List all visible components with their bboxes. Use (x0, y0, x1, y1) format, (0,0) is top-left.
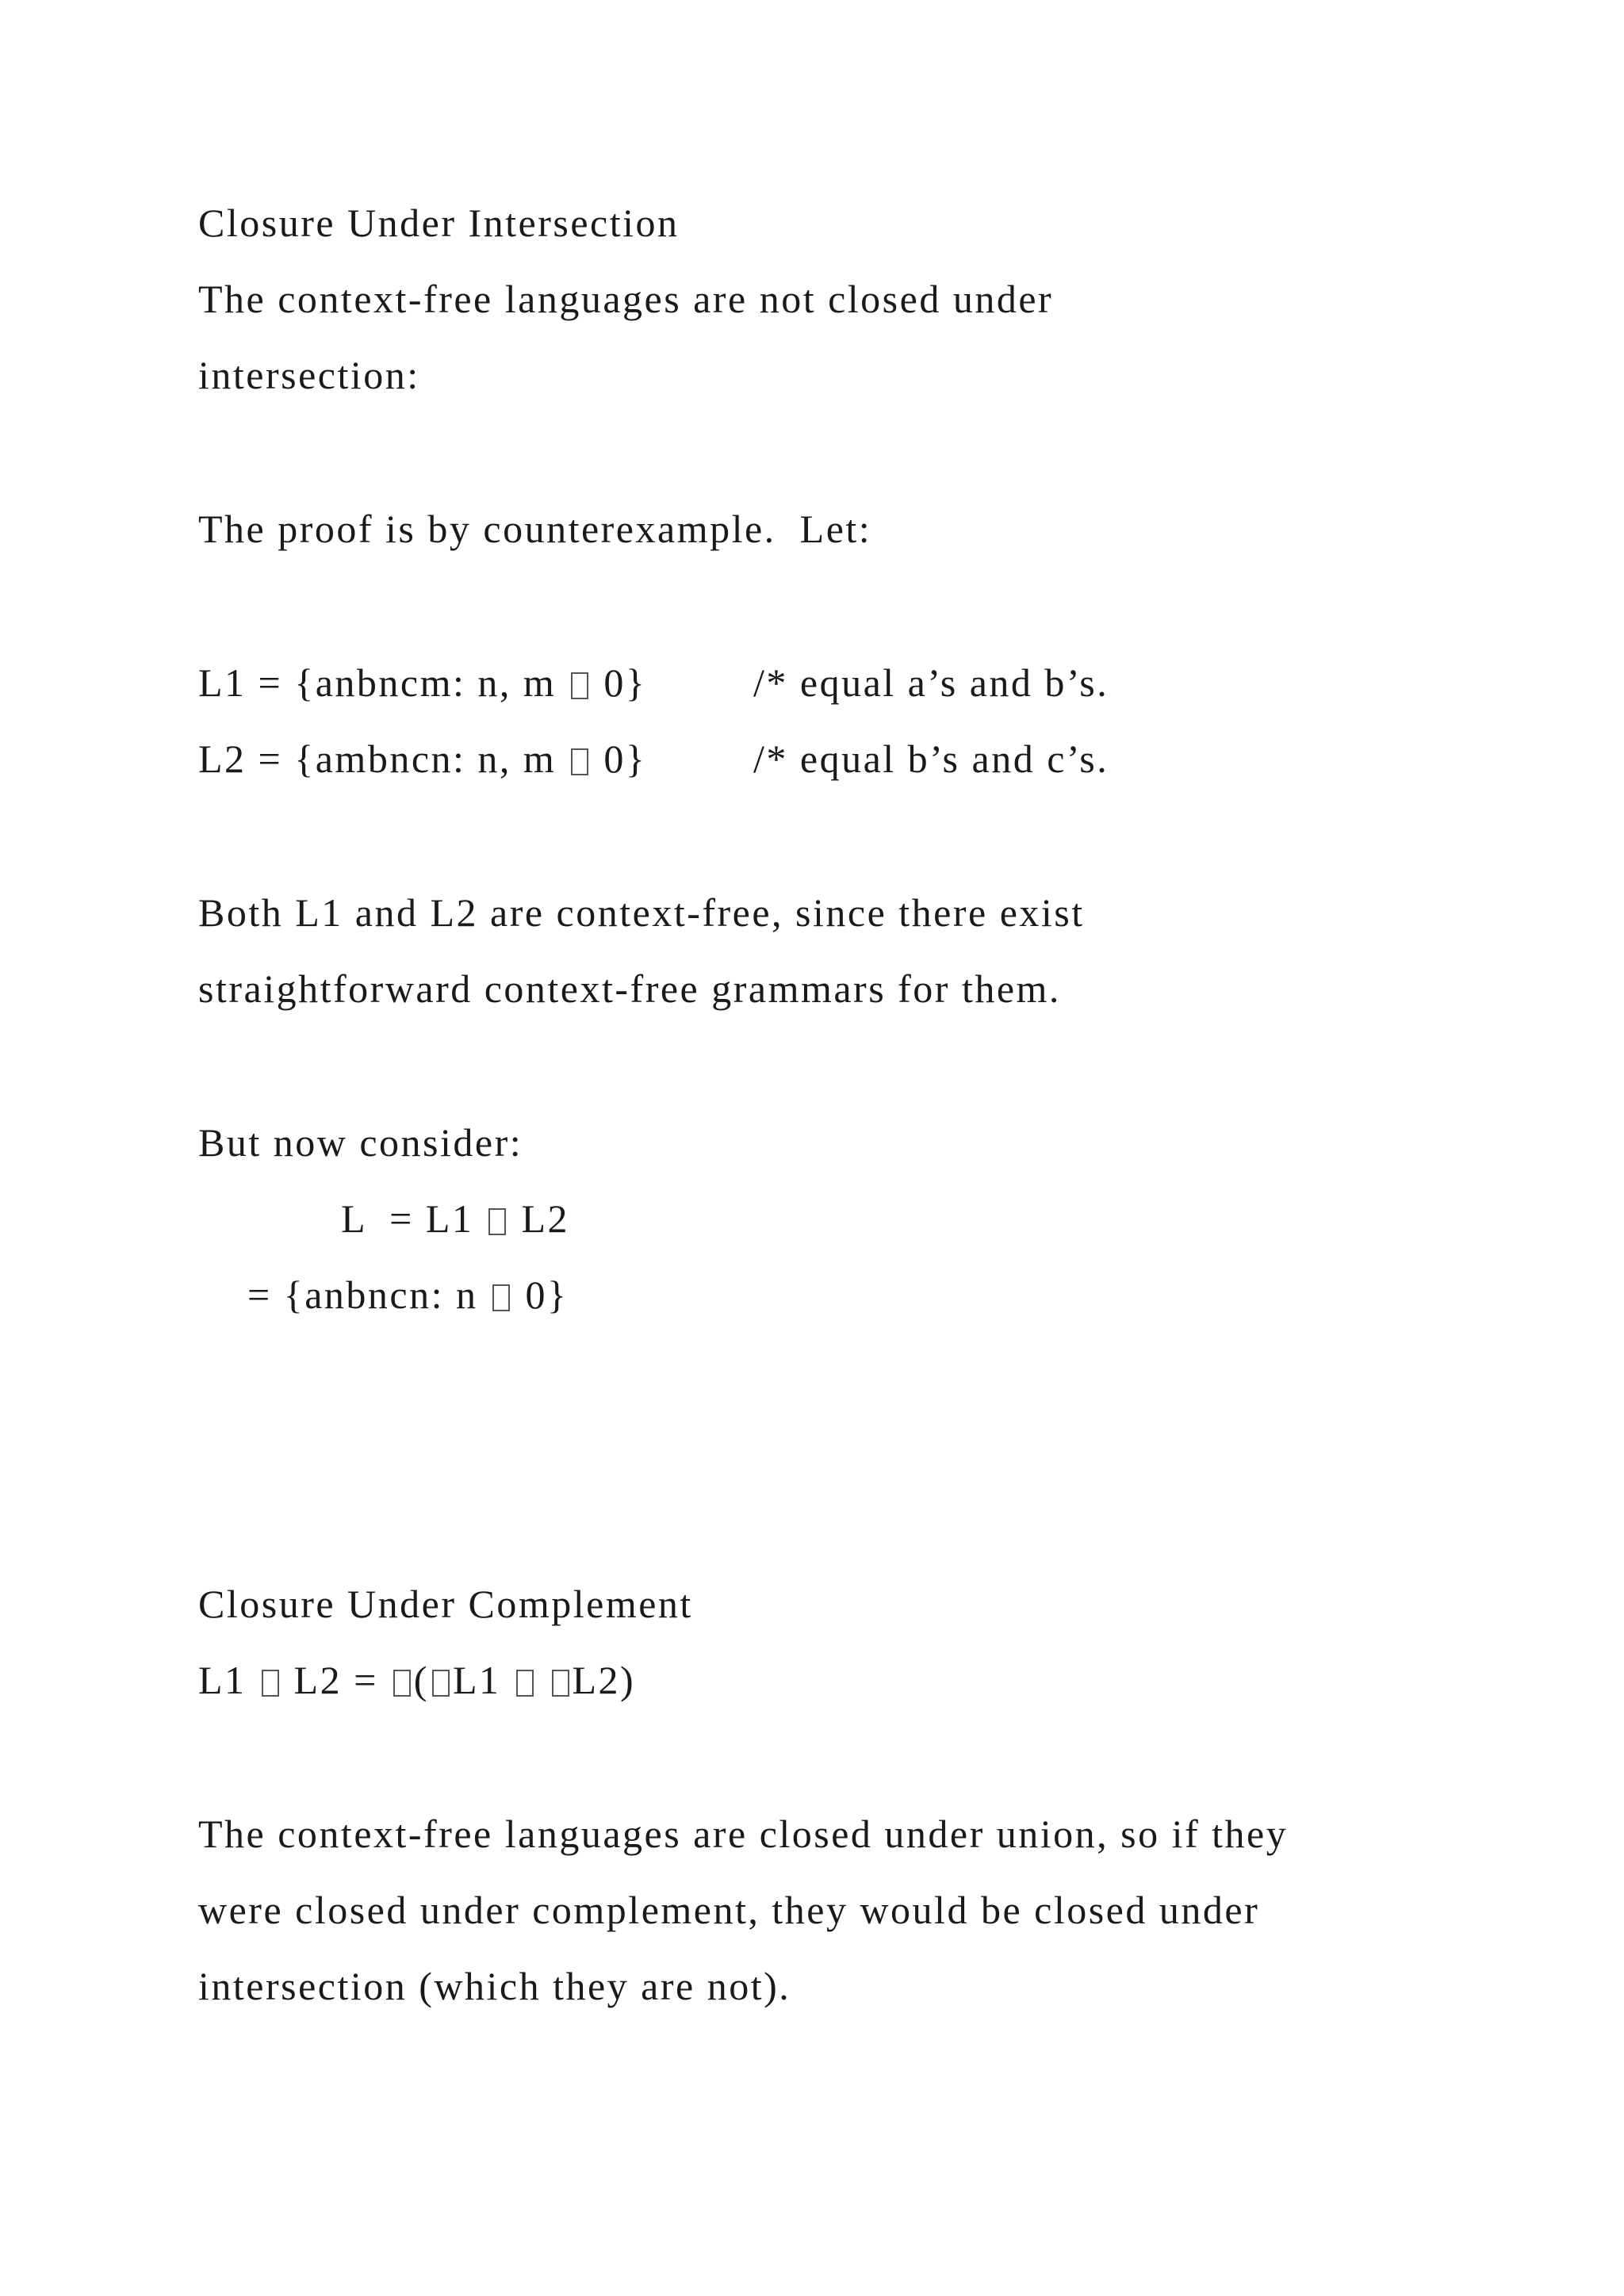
missing-glyph-icon (571, 748, 588, 775)
paragraph-line: The context-free languages are not closed under (198, 277, 1054, 321)
missing-glyph-icon (488, 1208, 506, 1235)
heading-closure-complement: Closure Under Complement (198, 1582, 693, 1626)
eq2-start: = {anbncn: n (247, 1272, 478, 1317)
missing-glyph-icon (516, 1670, 534, 1697)
equation-result (247, 1271, 568, 1318)
eq1-start: L = L1 (341, 1196, 474, 1241)
l2-comment: /* equal b’s and c’s. (753, 737, 1109, 781)
l1-comment: /* equal a’s and b’s. (753, 660, 1109, 705)
missing-glyph-icon (432, 1670, 450, 1697)
missing-glyph-icon (492, 1284, 510, 1311)
formula-part: L1 (198, 1658, 247, 1702)
l2-set-start: L2 = {ambncn: n, m (198, 737, 557, 781)
paragraph-line: Both L1 and L2 are context-free, since there exist (198, 890, 1085, 935)
definition-l1 (198, 659, 646, 706)
complement-formula (198, 1656, 635, 1704)
proof-intro: The proof is by counterexample. Let: (198, 507, 872, 551)
paragraph-line: intersection (which they are not). (198, 1964, 791, 2008)
definition-l2 (198, 735, 646, 783)
eq2-end: 0} (525, 1272, 569, 1317)
consider-line: But now consider: (198, 1120, 523, 1165)
equation-intersection (341, 1195, 569, 1242)
missing-glyph-icon (393, 1670, 411, 1697)
paragraph-line: The context-free languages are closed under union, so if they (198, 1812, 1289, 1856)
missing-glyph-icon (262, 1670, 279, 1697)
l2-set-end: 0} (603, 737, 647, 781)
formula-part: L1 (452, 1658, 501, 1702)
formula-part: L2) (572, 1658, 636, 1702)
paragraph-line: intersection: (198, 353, 420, 397)
paragraph-line: straightforward context-free grammars for them. (198, 966, 1061, 1011)
formula-part: L2 = (293, 1658, 378, 1702)
l1-set-start: L1 = {anbncm: n, m (198, 660, 557, 705)
missing-glyph-icon (552, 1670, 569, 1697)
heading-closure-intersection: Closure Under Intersection (198, 201, 680, 245)
l1-set-end: 0} (603, 660, 647, 705)
missing-glyph-icon (571, 672, 588, 699)
formula-part: ( (413, 1658, 429, 1702)
paragraph-line: were closed under complement, they would be closed under (198, 1888, 1260, 1932)
eq1-end: L2 (521, 1196, 569, 1241)
